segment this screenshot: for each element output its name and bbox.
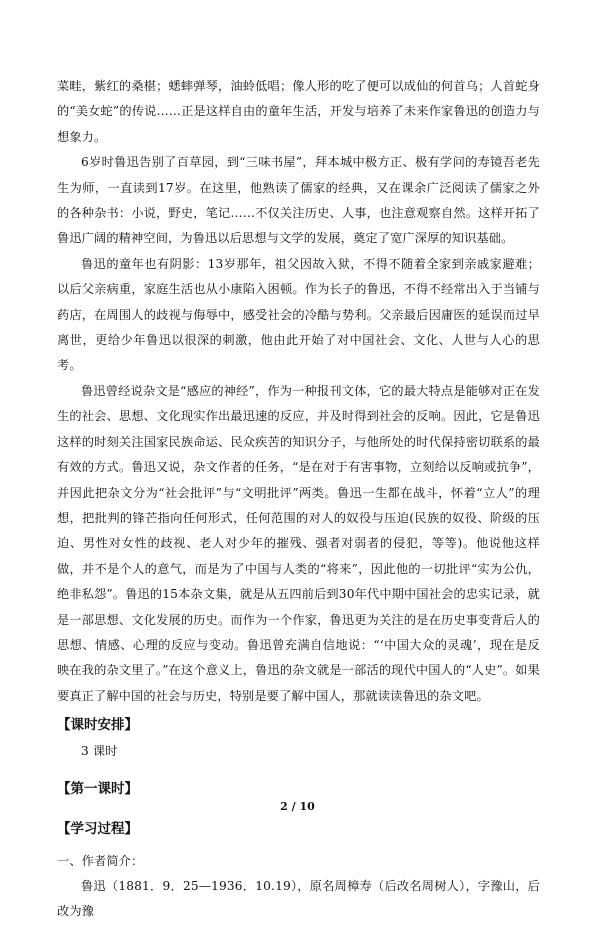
paragraph-childhood-garden: 菜畦，紫红的桑椹；蟋蟀弹琴，油蛉低唱；像人形的吃了便可以成仙的何首乌；人首蛇身的“美女蛇”的传说……正是这样自由的童年生活，开发与培养了未来作家鲁迅的创造力与想象力。 bbox=[57, 79, 540, 144]
paragraph-childhood-shadow: 鲁迅的童年也有阴影：13岁那年，祖父因故入狱，不得不随着全家到亲戚家避难；以后父亲病重，家庭生活也从小康陷入困顿。作为长子的鲁迅，不得不经常出入于当铺与药店，在周围人的歧视与侮辱中，感受社会的冷酷与势利。父亲最后因庸医的延误而过早离世，更给少年鲁迅以很深的刺激，他由此开始了对中国社会、文化、人世与人心的思考。 bbox=[57, 256, 540, 373]
author-intro-label: 一、作者简介： bbox=[57, 853, 144, 868]
paragraph-zawen: 鲁迅曾经说杂文是“感应的神经”，作为一种报刊文体，它的最大特点是能够对正在发生的社会、思想、文化现实作出最迅速的反应，并及时得到社会的反响。因此，它是鲁迅这样的时刻关注国家民族命运、民众疾苦的知识分子，与他所处的时代保持密切联系的最有效的方式。鲁迅又说，杂文作者的任务，“是在对于有害事物，立刻给以反响或抗争”，并因此把杂文分为“社会批评”与“文明批评”两类。鲁迅一生都在战斗，怀着“立人”的理想，把批判的锋芒指向任何形式，任何范围的对人的奴役与压迫(民族的奴役、阶级的压迫、男性对女性的歧视、老人对少年的摧残、强者对弱者的侵犯，等等)。他说他这样做，并不是个人的意气，而是为了中国与人类的“将来”，因此他的一切批评“实为公仇，绝非私怨”。鲁迅的15本杂文集，就是从五四前后到30年代中期中国社会的忠实记录，就是一部思想、文化发展的历史。而作为一个作家，鲁迅更为关注的是在历史事变背后人的思想、情感、心理的反应与变动。鲁迅曾充满自信地说：“‘中国大众的灵魂’，现在是反映在我的杂文里了。”在这个意义上，鲁迅的杂文就是一部活的现代中国人的“人史”。如果要真正了解中国的社会与历史，特别是要了解中国人，那就读读鲁迅的杂文吧。 bbox=[57, 383, 540, 703]
heading-process: 【学习过程】 bbox=[57, 820, 138, 837]
author-intro-text: 鲁迅（1881．9．25—1936．10.19），原名周樟寿（后改名周树人），字豫山，后改为豫 bbox=[57, 878, 540, 919]
heading-lesson-1: 【第一课时】 bbox=[57, 780, 138, 797]
page-number: 2 / 10 bbox=[280, 800, 315, 813]
paragraph-sanwei-study: 6岁时鲁迅告别了百草园，到“三味书屋”，拜本城中极方正、极有学问的寿镜吾老先生为师，一直读到17岁。在这里，他熟读了儒家的经典，又在课余广泛阅读了儒家之外的各种杂书：小说，野史，笔记……不仅关注历史、人事，也注意观察自然。这样开拓了鲁迅广阔的精神空间，为鲁迅以后思想与文学的发展，奠定了宽广深厚的知识基础。 bbox=[57, 155, 540, 246]
schedule-value: 3 课时 bbox=[81, 744, 118, 759]
document-body bbox=[57, 74, 540, 925]
heading-schedule: 【课时安排】 bbox=[57, 717, 138, 734]
